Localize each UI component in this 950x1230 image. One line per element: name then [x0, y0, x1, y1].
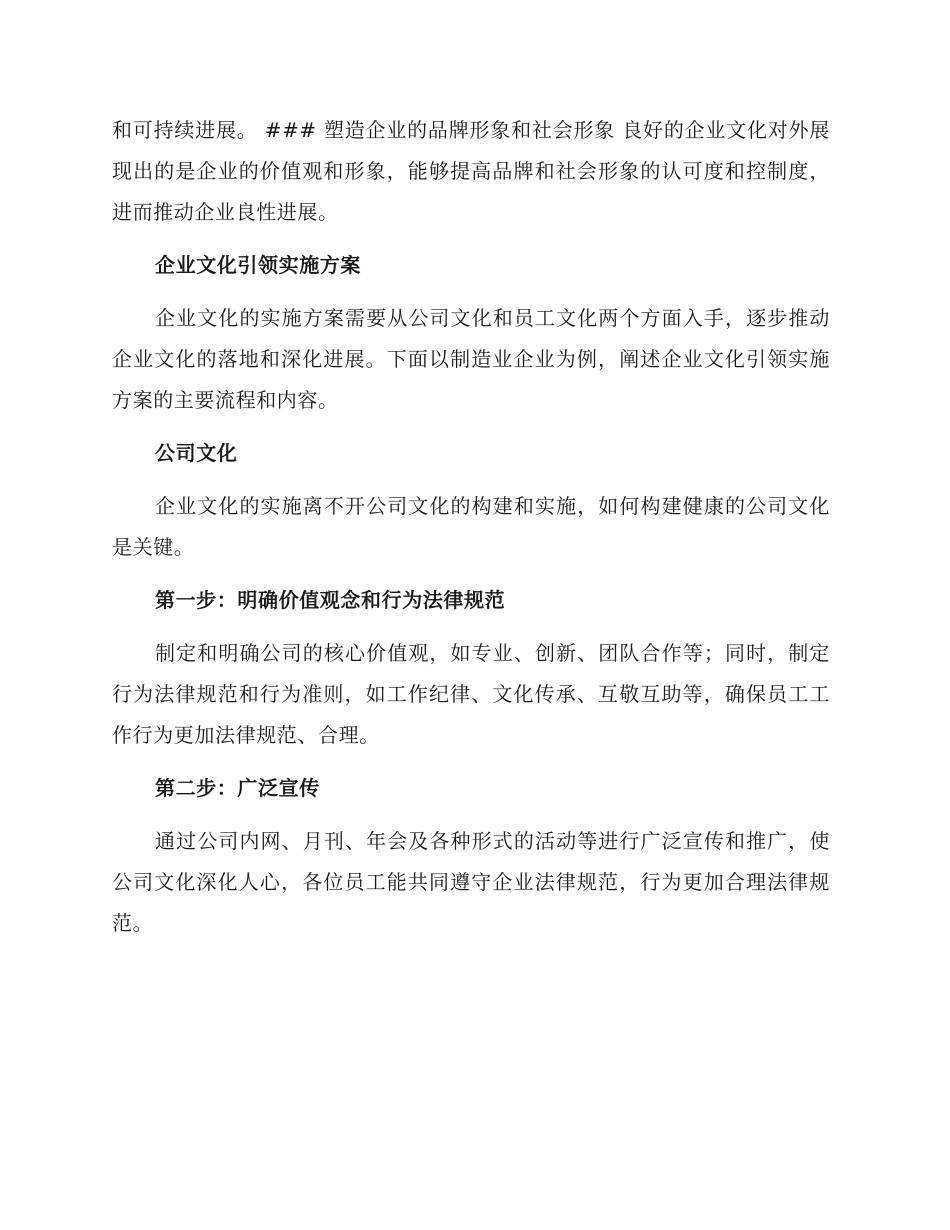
section-heading: 企业文化引领实施方案: [155, 253, 361, 277]
body-paragraph: 企业文化的实施离不开公司文化的构建和实施，如何构建健康的公司文化是关键。: [112, 494, 830, 559]
body-paragraph: 和可持续进展。 ### 塑造企业的品牌形象和社会形象 良好的企业文化对外展现出的是企业的价值观和形象，能够提高品牌和社会形象的认可度和控制度，进而推动企业良性进展。: [112, 118, 830, 224]
body-paragraph: 企业文化的实施方案需要从公司文化和员工文化两个方面入手，逐步推动企业文化的落地和深化进展。下面以制造业企业为例，阐述企业文化引领实施方案的主要流程和内容。: [112, 306, 830, 412]
section-heading: 第二步：广泛宣传: [155, 776, 320, 800]
section-heading: 第一步：明确价值观念和行为法律规范: [155, 588, 506, 612]
body-paragraph: 通过公司内网、月刊、年会及各种形式的活动等进行广泛宣传和推广，使公司文化深化人心，各位员工能共同遵守企业法律规范，行为更加合理法律规范。: [112, 829, 830, 935]
body-paragraph: 制定和明确公司的核心价值观，如专业、创新、团队合作等；同时，制定行为法律规范和行为准则，如工作纪律、文化传承、互敬互助等，确保员工工作行为更加法律规范、合理。: [112, 641, 830, 747]
section-heading: 公司文化: [155, 441, 238, 465]
document-page: [112, 110, 830, 956]
